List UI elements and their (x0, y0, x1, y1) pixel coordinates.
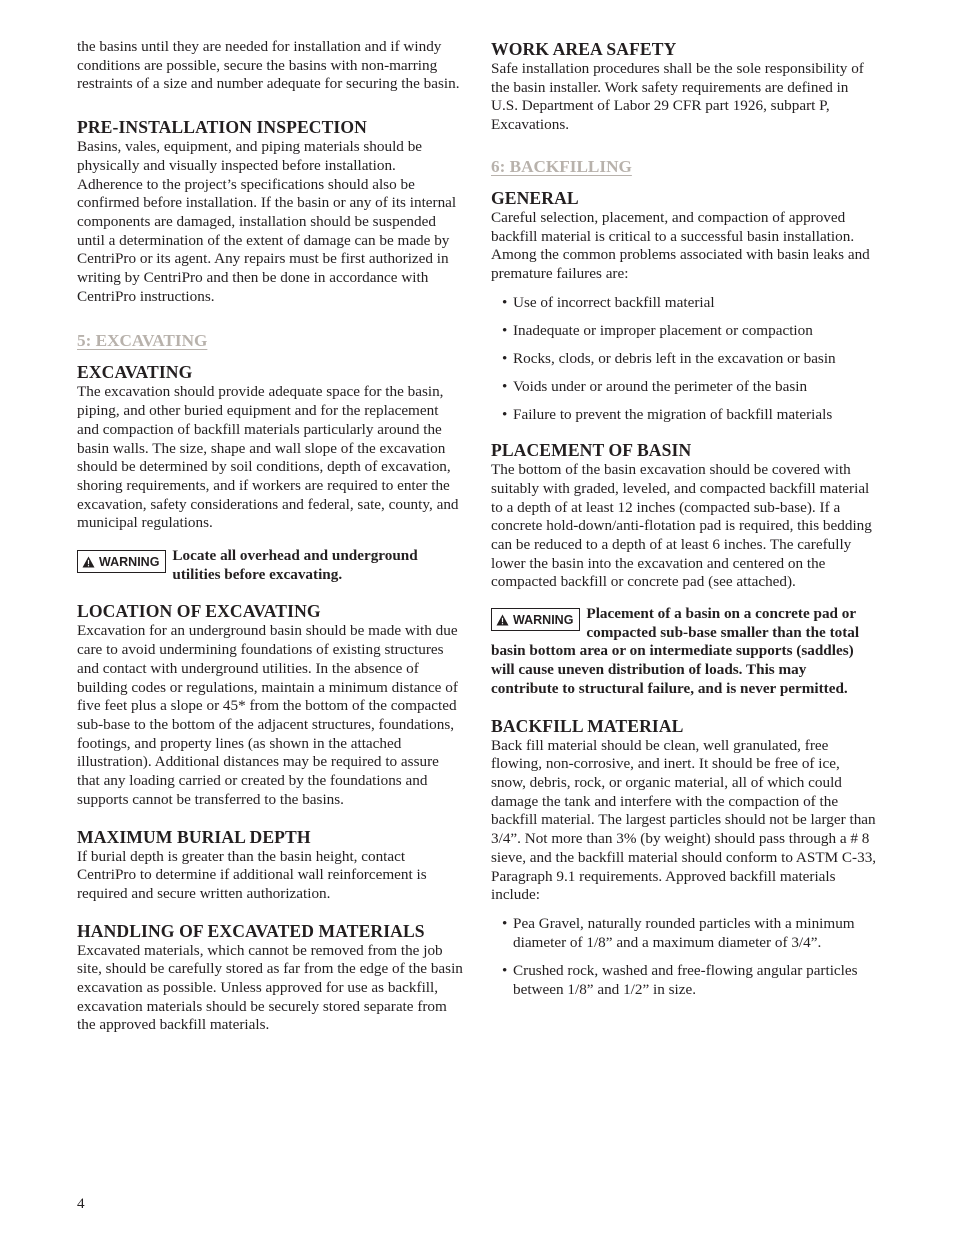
backfill-material-heading: BACKFILL MATERIAL (491, 715, 684, 736)
location-body: Excavation for an underground basin should be made with due care to avoid undermining foundations of existing structures and contact with underground utilities. In the absence of building codes or regulations, maintain a minimum distance of five feet plus a slope or 45* from the bottom of the compacted sub-base to the bottom of the adjacent structures, foundations, footings, and property lines (as shown in the attached illustration). Additional distances may be required to assure that any loading carried or created by the foundations and supports cannot be transferred to the basins. (77, 622, 458, 808)
pre-inspection-heading: PRE-INSTALLATION INSPECTION (77, 117, 367, 138)
general-body: Careful selection, placement, and compaction of approved backfill material is critical to a successful basin installation. Among the common problems associated with basin leaks and premature failures are: (491, 208, 870, 282)
intro-paragraph: the basins until they are needed for installation and if windy conditions are possible, secure the basins with non-marring restraints of a size and number adequate for securing the basin. (77, 38, 460, 93)
backfill-problems-list (491, 294, 877, 426)
warning-badge-label: WARNING (99, 554, 160, 569)
warning-triangle-icon (82, 556, 95, 568)
warning-text: Placement of a basin on a concrete pad or compacted sub-base smaller than the total basin bottom area or on intermediate supports (saddles) will cause uneven distribution of loads. This may contribute to structural failure, and is never permitted. (491, 605, 860, 697)
warning-badge (77, 550, 166, 573)
backfill-material-body: Back fill material should be clean, well granulated, free flowing, non-corrosive, and inert. It should be free of ice, snow, debris, rock, or organic material, all of which could damage the tank and interfere with the compaction of the backfill material. The largest particles should not be larger than 3/4”. Not more than 3% (by weight) should pass through a # 8 sieve, and the backfill material should conform to ASTM C-33, Paragraph 9.1 requirements. Approved backfill materials include: (491, 736, 877, 904)
approved-materials-list (491, 915, 877, 999)
warning-triangle-icon (496, 614, 509, 626)
burial-depth-body: If burial depth is greater than the basin height, contact CentriPro to determine if additional wall reinforcement is required and secure written authorization. (77, 847, 427, 902)
warning-utilities (77, 547, 463, 584)
warning-badge-label: WARNING (513, 612, 574, 627)
list-item: • Use of incorrect backfill material (502, 293, 715, 311)
list-item: • Inadequate or improper placement or compaction (502, 321, 813, 339)
warning-placement (491, 605, 877, 699)
handling-heading: HANDLING OF EXCAVATED MATERIALS (77, 920, 425, 941)
list-item: • Voids under or around the perimeter of the basin (502, 378, 808, 396)
excavating-heading: EXCAVATING (77, 362, 193, 383)
page-number: 4 (77, 1195, 85, 1212)
pre-inspection-body: Basins, vales, equipment, and piping materials should be physically and visually inspected before installation. Adherence to the project’s specifications should also be confirmed before installation. If the basin or any of its internal components are damaged, installation should be suspended until a determination of the extent of damage can be made by CentriPro or its agent. Any repairs must be first authorized in writing by CentriPro and then be done in accordance with CentriPro instructions. (77, 138, 457, 305)
work-safety-heading: WORK AREA SAFETY (491, 39, 677, 59)
section-5-title: 5: EXCAVATING (77, 331, 208, 351)
left-column (77, 38, 463, 1035)
placement-body: The bottom of the basin excavation should be covered with suitably with graded, leveled, and compacted backfill material to a depth of at least 12 inches (compacted sub-base). If a concrete hold-down/anti-flotation pad is required, this bedding can be reduced to a depth of at least 6 inches. The carefully lower the basin into the excavation and centered on the compacted backfill or concrete pad (see attached). (491, 461, 872, 591)
placement-heading: PLACEMENT OF BASIN (491, 440, 692, 461)
excavating-body: The excavation should provide adequate space for the basin, piping, and other buried equipment and for the replacement and compaction of backfill materials particularly around the basin walls. The size, shape and wall slope of the excavation should be determined by soil conditions, depth of excavation, shoring requirements, and if workers are required to enter the excavation, safety considerations and federal, sate, county, and municipal regulations. (77, 383, 459, 532)
list-item: • Pea Gravel, naturally rounded particles with a minimum diameter of 1/8” and a maximum diameter of 3/4”. (502, 914, 855, 951)
list-item: • Crushed rock, washed and free-flowing angular particles between 1/8” and 1/2” in size. (502, 961, 858, 998)
right-column (491, 38, 877, 999)
warning-text: Locate all overhead and underground utilities before excavating. (172, 547, 418, 583)
handling-body: Excavated materials, which cannot be removed from the job site, should be carefully stored as far from the edge of the basin excavation as possible. Unless approved for use as backfill, excavation materials should be securely stored separate from the approved backfill materials. (77, 941, 463, 1034)
location-heading: LOCATION OF EXCAVATING (77, 601, 321, 622)
burial-depth-heading: MAXIMUM BURIAL DEPTH (77, 826, 311, 847)
warning-badge (491, 608, 580, 631)
work-safety-body: Safe installation procedures shall be the sole responsibility of the basin installer. Work safety requirements are defined in U.S. Department of Labor 29 CFR part 1926, subpart P, Excavations. (491, 60, 864, 134)
general-heading: GENERAL (491, 187, 579, 208)
section-6-title: 6: BACKFILLING (491, 156, 632, 176)
list-item: • Failure to prevent the migration of backfill materials (502, 406, 833, 424)
list-item: • Rocks, clods, or debris left in the excavation or basin (502, 350, 836, 368)
